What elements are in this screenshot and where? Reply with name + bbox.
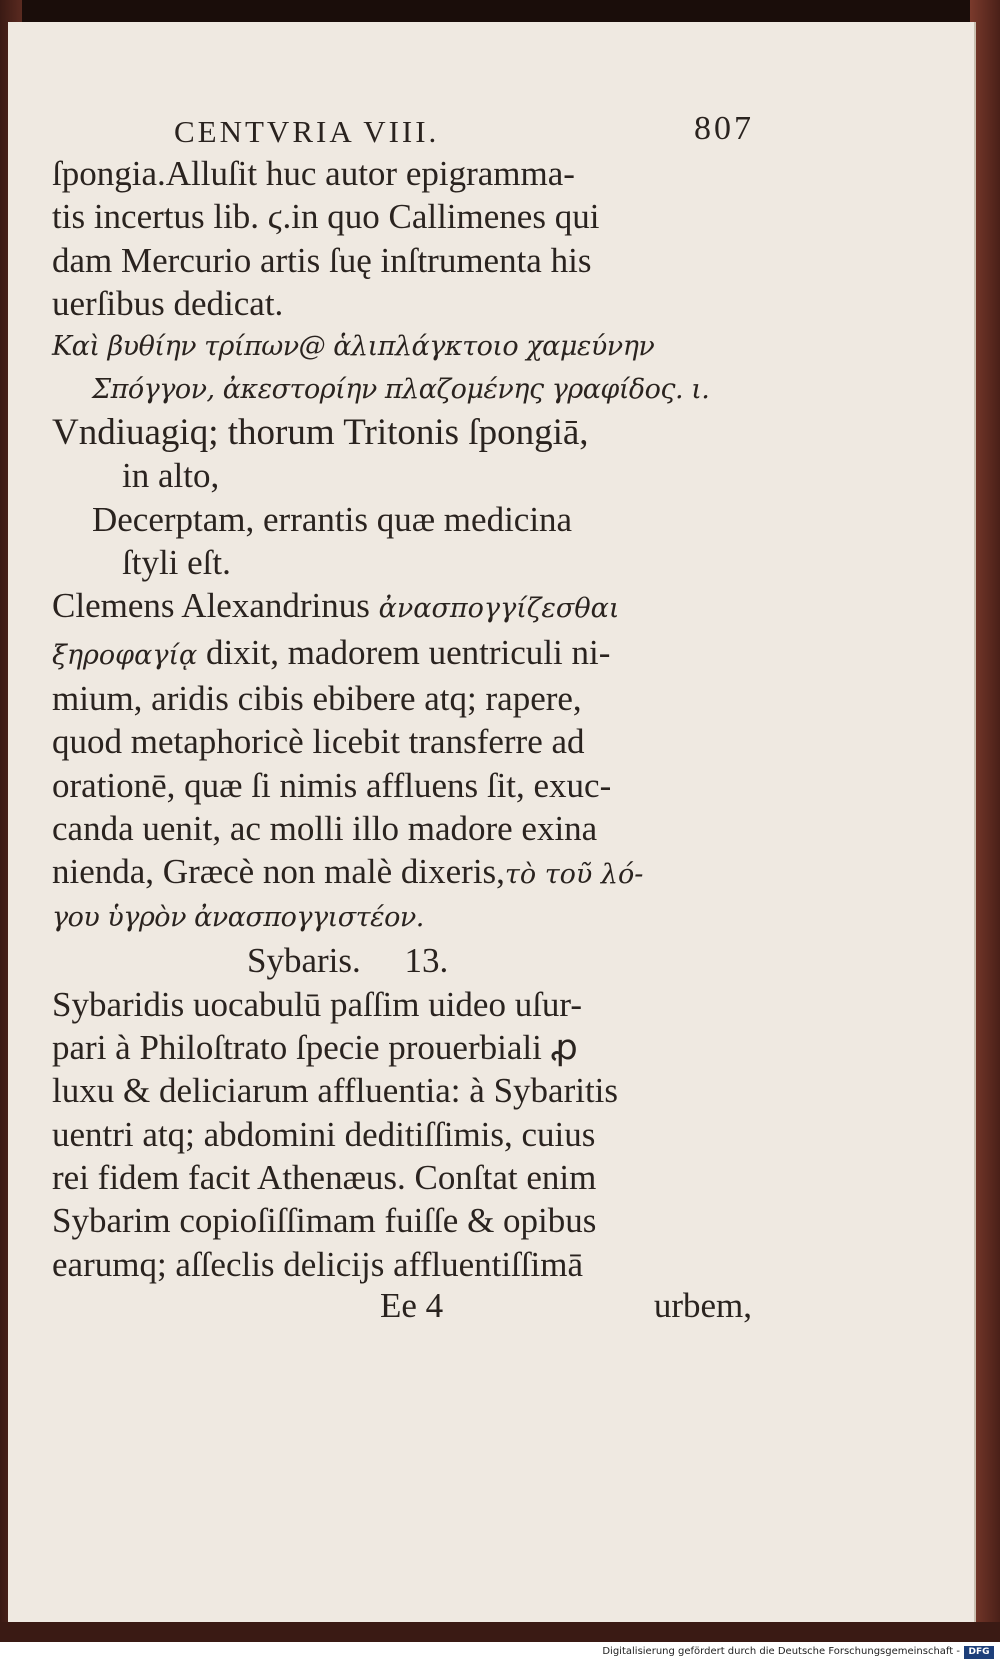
text-line: earumq; aſſeclis delicijs affluentiſſimā — [52, 1244, 583, 1284]
text-line — [52, 850, 752, 896]
text-line: rei fidem facit Athenæus. Conſtat enim — [52, 1157, 597, 1197]
text-line: quod metaphoricè licebit transferre ad — [52, 722, 585, 762]
greek-term: ἀνασπογγίζεσθαι — [378, 593, 620, 625]
frame-bottom — [0, 1622, 1000, 1642]
funding-note: Digitalisierung gefördert durch die Deutsche Forschungsgemeinschaft - — [602, 1646, 960, 1657]
text-line — [52, 584, 752, 630]
text-line: uentri atq; abdomini deditiſſimis, cuius — [52, 1114, 596, 1154]
text-line: Sybaridis uocabulū paſſim uideo uſur- — [52, 984, 583, 1024]
section-heading — [52, 939, 752, 982]
text-line: Sybarim copioſiſſimam fuiſſe & opibus — [52, 1201, 597, 1241]
running-head — [52, 110, 752, 152]
translation-line: ſtyli eſt. — [122, 543, 231, 583]
text-line: ſpongia.Alluſit huc autor epigramma- — [52, 154, 575, 193]
catchword: urbem, — [653, 1285, 752, 1325]
catchline — [52, 1286, 752, 1330]
clemens-lead: Clemens Alexandrinus — [52, 586, 370, 626]
translation-line: in alto, — [122, 456, 220, 496]
text-line — [52, 631, 752, 677]
translation-line: Vndiuagiq; thorum Tritonis ſpongiā, — [52, 412, 589, 454]
section-number: 13. — [404, 941, 449, 981]
greek-term: τὸ τοῦ λό- — [504, 859, 644, 891]
clemens-text: dixit, madorem uentriculi ni- — [197, 632, 611, 672]
text-line: orationē, quæ ſi nimis affluens ſit, exuc- — [52, 765, 612, 805]
greek-verse-line: Καὶ βυθίην τρίπων@ ἁλιπλάγκτοιο χαμεύνην — [52, 331, 655, 363]
greek-line: γου ὑγρὸν ἀνασπογγιστέον. — [52, 902, 424, 934]
page-text — [52, 110, 752, 1330]
greek-term: ξηροφαγίᾳ — [52, 639, 198, 671]
page-number: 807 — [694, 110, 754, 147]
section-title: Sybaris. — [247, 941, 361, 981]
text-line: uerſibus dedicat. — [52, 283, 284, 323]
text-line: luxu & deliciarum affluentia: à Sybaritis — [52, 1071, 619, 1111]
dfg-logo: DFG — [964, 1646, 994, 1659]
translation-line: Decerptam, errantis quæ medicina — [92, 499, 573, 539]
running-head-title: CENTVRIA VIII. — [174, 114, 440, 149]
greek-verse-line: Σπόγγον, ἀκεστορίην πλαζομένης γραφίδος. ι. — [92, 374, 710, 406]
text-line: tis incertus lib. ϛ.in quo Callimenes qui — [52, 197, 600, 237]
text-line: pari à Philoſtrato ſpecie prouerbiali ꝓ — [52, 1028, 578, 1068]
text-line: canda uenit, ac molli illo madore exina — [52, 808, 598, 848]
text-line: mium, aridis cibis ebibere atq; rapere, — [52, 678, 582, 718]
frame-top — [0, 0, 1000, 22]
clemens-text: nienda, Græcè non malè dixeris, — [52, 852, 505, 892]
text-line: dam Mercurio artis ſuę inſtrumenta his — [52, 240, 592, 280]
signature-mark: Ee 4 — [380, 1285, 444, 1325]
